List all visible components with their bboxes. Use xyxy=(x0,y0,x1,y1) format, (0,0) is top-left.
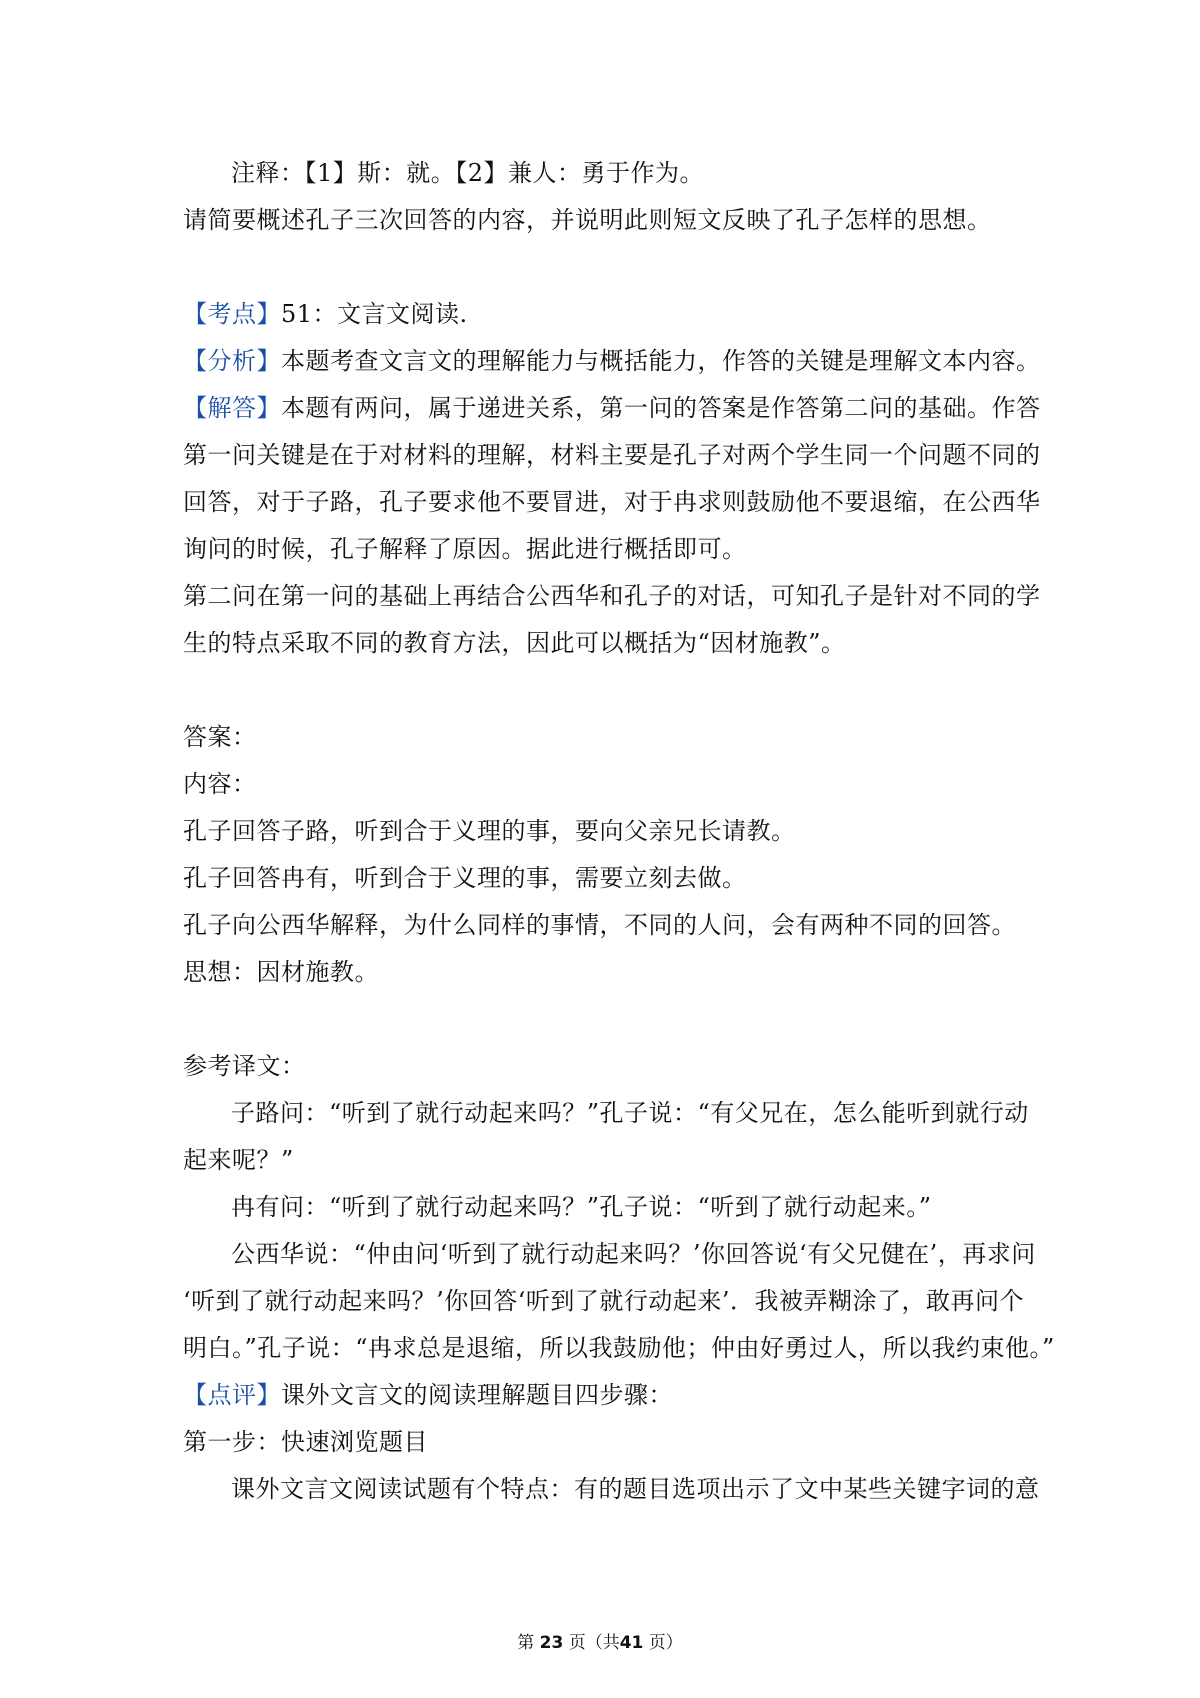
jieda-line: 第一问关键是在于对材料的理解，材料主要是孔子对两个学生同一个问题不同的 xyxy=(183,441,1041,469)
jieda-first-line xyxy=(183,385,1041,432)
dianping-tag: 【点评】 xyxy=(183,1381,281,1409)
page-footer xyxy=(0,1631,1200,1655)
fenxi-tag: 【分析】 xyxy=(183,347,281,375)
translation-p3-line: 明白。”孔子说：“冉求总是退缩，所以我鼓励他；仲由好勇过人，所以我约束他。” xyxy=(183,1334,1055,1362)
footer-total-pages: 41 xyxy=(619,1633,644,1653)
jieda-line: 询问的时候，孔子解释了原因。据此进行概括即可。 xyxy=(183,535,747,563)
page-content xyxy=(183,150,1055,1513)
translation-heading: 参考译文： xyxy=(183,1052,306,1080)
answer-content-label: 内容： xyxy=(183,770,257,798)
kaodian-text: 51：文言文阅读. xyxy=(281,300,468,328)
kaodian-line xyxy=(183,291,1025,338)
step1-heading: 第一步：快速浏览题目 xyxy=(183,1428,428,1456)
spacer xyxy=(183,996,1025,1043)
spacer xyxy=(183,667,1025,714)
answer-heading: 答案： xyxy=(183,723,257,751)
jieda-second-line: 第二问在第一问的基础上再结合公西华和孔子的对话，可知孔子是针对不同的学 xyxy=(183,582,1041,610)
translation-p1-line: 起来呢？” xyxy=(183,1146,294,1174)
jieda-line: 本题有两问，属于递进关系，第一问的答案是作答第二问的基础。作答 xyxy=(281,394,1041,422)
spacer xyxy=(183,244,1025,291)
step1-text: 课外文言文阅读试题有个特点：有的题目选项出示了文中某些关键字词的意 xyxy=(231,1475,1040,1503)
footer-suffix: 页） xyxy=(648,1633,683,1653)
fenxi-text: 本题考查文言文的理解能力与概括能力，作答的关键是理解文本内容。 xyxy=(281,347,1041,375)
question-line: 请简要概述孔子三次回答的内容，并说明此则短文反映了孔子怎样的思想。 xyxy=(183,206,992,234)
fenxi-line xyxy=(183,338,1041,385)
dianping-line xyxy=(183,1372,1025,1419)
footer-middle: 页（共 xyxy=(568,1633,620,1653)
answer-item: 孔子向公西华解释，为什么同样的事情，不同的人问，会有两种不同的回答。 xyxy=(183,911,1016,939)
answer-item: 孔子回答子路，听到合于义理的事，要向父亲兄长请教。 xyxy=(183,817,796,845)
answer-thought: 思想：因材施教。 xyxy=(183,958,379,986)
kaodian-tag: 【考点】 xyxy=(183,300,281,328)
jieda-second-line: 生的特点采取不同的教育方法，因此可以概括为“因材施教”。 xyxy=(183,629,846,657)
translation-p2: 冉有问：“听到了就行动起来吗？”孔子说：“听到了就行动起来。” xyxy=(231,1193,932,1221)
dianping-text: 课外文言文的阅读理解题目四步骤： xyxy=(281,1381,673,1409)
answer-item: 孔子回答冉有，听到合于义理的事，需要立刻去做。 xyxy=(183,864,747,892)
jieda-tag: 【解答】 xyxy=(183,394,281,422)
jieda-line: 回答，对于子路，孔子要求他不要冒进，对于冉求则鼓励他不要退缩，在公西华 xyxy=(183,488,1041,516)
footer-page-number: 23 xyxy=(539,1633,564,1653)
translation-p1-line: 子路问：“听到了就行动起来吗？”孔子说：“有父兄在，怎么能听到就行动 xyxy=(231,1099,1029,1127)
note-line: 注释：【1】斯：就。【2】兼人：勇于作为。 xyxy=(231,159,705,187)
translation-p3-line: ‘听到了就行动起来吗？’你回答‘听到了就行动起来’．我被弄糊涂了，敢再问个 xyxy=(183,1287,1025,1315)
footer-prefix: 第 xyxy=(517,1633,535,1653)
translation-p3-line: 公西华说：“仲由问‘听到了就行动起来吗？’你回答说‘有父兄健在’，再求问 xyxy=(231,1240,1036,1268)
jieda-paragraph xyxy=(183,385,1041,667)
